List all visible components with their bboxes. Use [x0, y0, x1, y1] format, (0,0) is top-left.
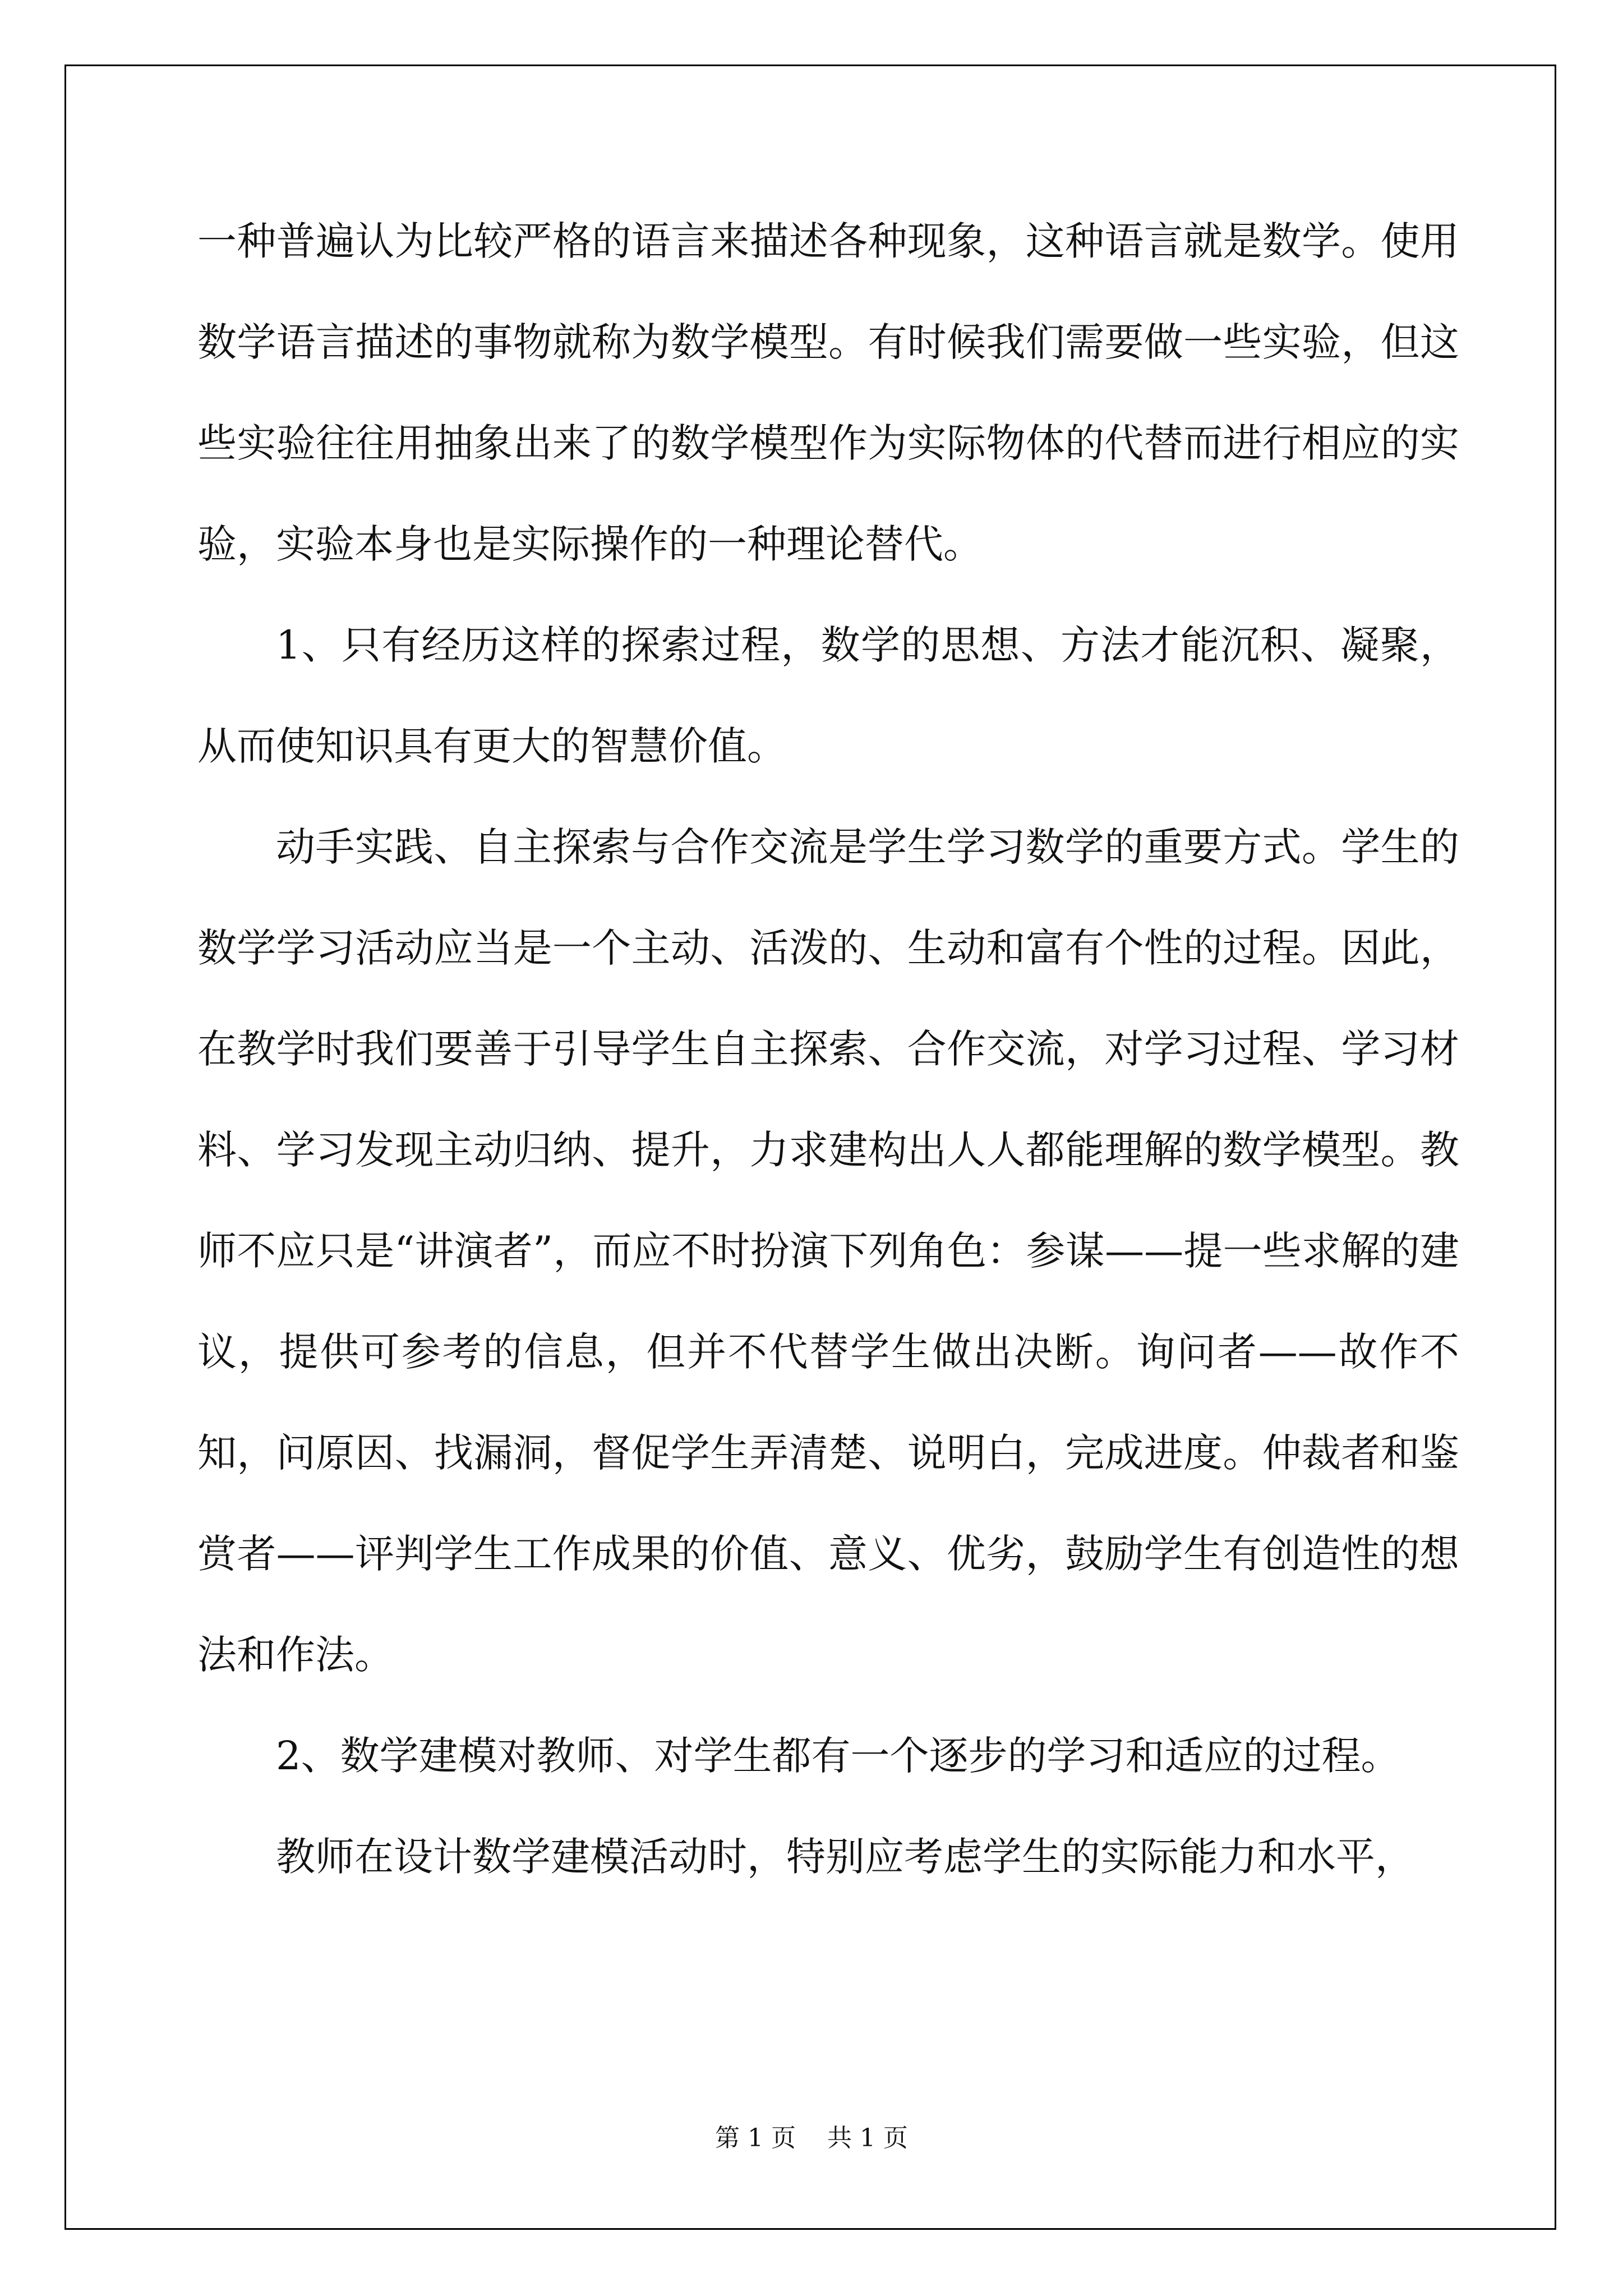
paragraph-3: 动手实践、自主探索与合作交流是学生学习数学的重要方式。学生的数学学习活动应当是一个主动、活泼的、生动和富有个性的过程。因此，在教学时我们要善于引导学生自主探索、合作交流，对学习过程、学习材料、学习发现主动归纳、提升，力求建构出人人都能理解的数学模型。教师不应只是“讲演者”，而应不时扮演下列角色：参谋——提一些求解的建议，提供可参考的信息，但并不代替学生做出决断。询问者——故作不知，问原因、找漏洞，督促学生弄清楚、说明白，完成进度。仲裁者和鉴赏者——评判学生工作成果的价值、意义、优劣，鼓励学生有创造性的想法和作法。: [197, 824, 1459, 1678]
paragraph-4: 2、数学建模对教师、对学生都有一个逐步的学习和适应的过程。: [276, 1733, 1400, 1779]
document-body: [197, 191, 1459, 1907]
paragraph-2: 1、只有经历这样的探索过程，数学的思想、方法才能沉积、凝聚，从而使知识具有更大的智慧价值。: [197, 622, 1459, 769]
paragraph-1: 一种普遍认为比较严格的语言来描述各种现象，这种语言就是数学。使用数学语言描述的事物就称为数学模型。有时候我们需要做一些实验，但这些实验往往用抽象出来了的数学模型作为实际物体的代替而进行相应的实验，实验本身也是实际操作的一种理论替代。: [197, 218, 1459, 567]
paragraph-5: 教师在设计数学建模活动时，特别应考虑学生的实际能力和水平，: [276, 1834, 1414, 1880]
page-number-footer: 第 1 页 共 1 页: [715, 2124, 908, 2152]
